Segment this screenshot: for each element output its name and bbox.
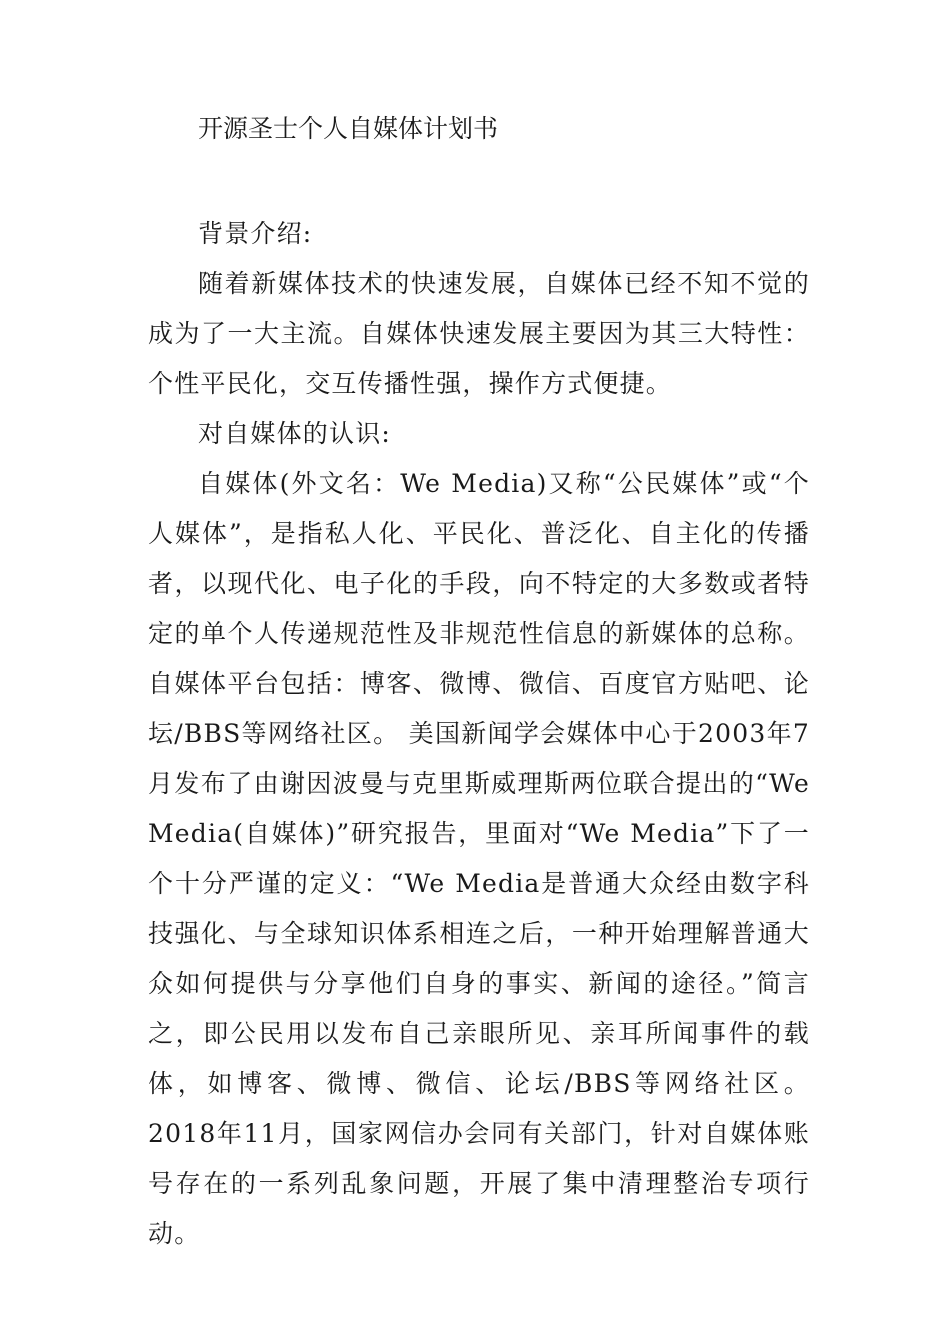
section-heading-background: 背景介绍: (198, 219, 313, 248)
section-heading-understanding: 对自媒体的认识: (198, 419, 392, 448)
document-title: 开源圣士个人自媒体计划书 (198, 114, 499, 143)
paragraph-background: 随着新媒体技术的快速发展，自媒体已经不知不觉的成为了一大主流。自媒体快速发展主要因为其三大特性：个性平民化，交互传播性强，操作方式便捷。 (148, 269, 810, 398)
section-background (148, 209, 810, 409)
section-understanding (148, 409, 810, 1259)
title-spacer (148, 154, 810, 209)
document-page (148, 104, 810, 1259)
paragraph-understanding: 自媒体(外文名：We Media)又称“公民媒体”或“个人媒体”，是指私人化、平民化、普泛化、自主化的传播者，以现代化、电子化的手段，向不特定的大多数或者特定的单个人传递规范性及非规范性信息的新媒体的总称。自媒体平台包括：博客、微博、微信、百度官方贴吧、论坛/BBS等网络社区。 美国新闻学会媒体中心于2003年7月发布了由谢因波曼与克里斯威理斯两位联合提出的“We Media(自媒体)”研究报告，里面对“We Media”下了一个十分严谨的定义：“We Media是普通大众经由数字科技强化、与全球知识体系相连之后，一种开始理解普通大众如何提供与分享他们自身的事实、新闻的途径。”简言之，即公民用以发布自己亲眼所见、亲耳所闻事件的载体，如博客、微博、微信、论坛/BBS等网络社区。 2018年11月，国家网信办会同有关部门，针对自媒体账号存在的一系列乱象问题，开展了集中清理整治专项行动。 (148, 469, 810, 1248)
